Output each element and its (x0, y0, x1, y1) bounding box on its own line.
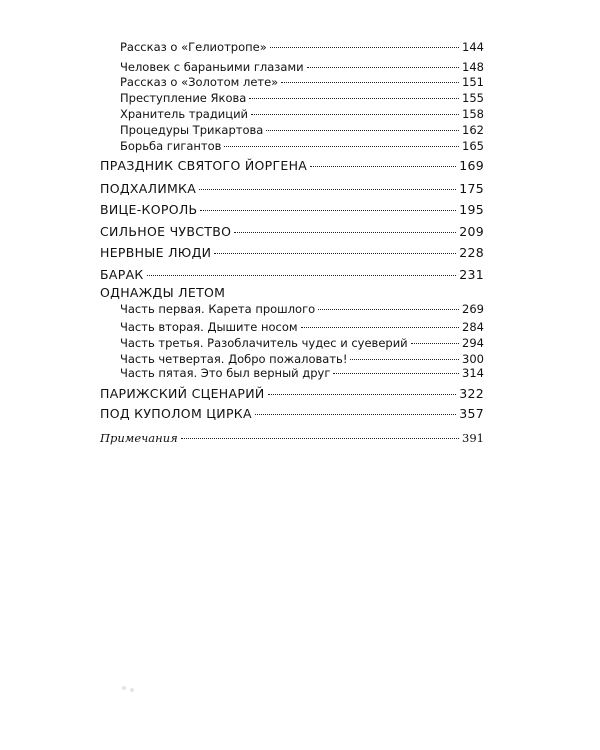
dot-leader (307, 67, 459, 68)
dot-leader (266, 130, 459, 131)
dot-leader (301, 327, 459, 328)
toc-entry[interactable] (100, 60, 484, 74)
toc-entry-page: 151 (462, 75, 484, 89)
dot-leader (214, 253, 456, 254)
toc-entry[interactable] (100, 320, 484, 334)
toc-entry[interactable] (100, 139, 484, 153)
toc-entry-page: 165 (462, 139, 484, 153)
toc-main-entry[interactable] (100, 386, 484, 401)
dot-leader (200, 210, 456, 211)
toc-entry-page: 231 (459, 267, 484, 282)
toc-entry-page: 162 (462, 123, 484, 137)
toc-entry-title: Часть вторая. Дышите носом (120, 320, 298, 334)
dot-leader (224, 146, 459, 147)
toc-entry-title: Часть первая. Карета прошлого (120, 302, 316, 316)
toc-entry-page: 294 (462, 336, 484, 350)
dot-leader (333, 373, 459, 374)
toc-heading-title: ОДНАЖДЫ ЛЕТОМ (100, 285, 226, 300)
dot-leader (181, 438, 459, 439)
scan-speck (122, 686, 126, 690)
toc-entry-page: 209 (459, 224, 484, 239)
dot-leader (281, 82, 459, 83)
toc-entry-title: Часть четвертая. Добро пожаловать! (120, 352, 348, 366)
toc-entry-page: 195 (459, 202, 484, 217)
toc-entry[interactable] (100, 123, 484, 137)
toc-entry-page: 314 (462, 366, 484, 380)
toc-entry-title: ПРАЗДНИК СВЯТОГО ЙОРГЕНА (100, 158, 308, 173)
toc-entry[interactable] (100, 40, 484, 54)
toc-entry-title: Часть пятая. Это был верный друг (120, 366, 331, 380)
dot-leader (350, 359, 459, 360)
toc-entry[interactable] (100, 352, 484, 366)
dot-leader (310, 166, 456, 167)
toc-main-entry[interactable] (100, 158, 484, 173)
dot-leader (270, 47, 459, 48)
dot-leader (249, 98, 459, 99)
toc-entry-page: 144 (462, 40, 484, 54)
toc-entry-page: 269 (462, 302, 484, 316)
toc-main-entry[interactable] (100, 267, 484, 282)
toc-entry-title: БАРАК (100, 267, 144, 282)
dot-leader (251, 114, 459, 115)
dot-leader (268, 394, 457, 395)
toc-entry-title: ПОДХАЛИМКА (100, 181, 197, 196)
toc-entry-title: ПАРИЖСКИЙ СЦЕНАРИЙ (100, 386, 265, 401)
toc-entry-page: 158 (462, 107, 484, 121)
toc-entry-page: 322 (459, 386, 484, 401)
toc-entry-page: 300 (462, 352, 484, 366)
toc-main-entry[interactable] (100, 202, 484, 217)
toc-entry-title: Хранитель традиций (120, 107, 249, 121)
toc-section-heading[interactable] (100, 285, 484, 300)
toc-entry[interactable] (100, 75, 484, 89)
dot-leader (147, 275, 457, 276)
toc-entry-page: 148 (462, 60, 484, 74)
toc-entry-page: 357 (459, 406, 484, 421)
toc-entry[interactable] (100, 107, 484, 121)
scan-speck (130, 688, 134, 692)
toc-entry-title: Борьба гигантов (120, 139, 222, 153)
dot-leader (255, 414, 456, 415)
dot-leader (199, 189, 456, 190)
toc-entry-page: 228 (459, 245, 484, 260)
dot-leader (234, 232, 456, 233)
toc-entry-title: Рассказ о «Золотом лете» (120, 75, 279, 89)
toc-entry[interactable] (100, 91, 484, 105)
dot-leader (411, 343, 459, 344)
toc-entry-title: Процедуры Трикартова (120, 123, 264, 137)
toc-entry[interactable] (100, 336, 484, 350)
toc-main-entry[interactable] (100, 406, 484, 421)
toc-entry-title: ПОД КУПОЛОМ ЦИРКА (100, 406, 252, 421)
toc-entry[interactable] (100, 366, 484, 380)
toc-main-entry[interactable] (100, 181, 484, 196)
toc-entry-title: Примечания (100, 431, 178, 445)
toc-entry-title: Часть третья. Разоблачитель чудес и суеверий (120, 336, 408, 350)
toc-entry-title: ВИЦЕ-КОРОЛЬ (100, 202, 198, 217)
toc-entry-title: Человек с бараньими глазами (120, 60, 304, 74)
toc-entry-page: 155 (462, 91, 484, 105)
toc-entry-title: НЕРВНЫЕ ЛЮДИ (100, 245, 212, 260)
toc-entry-title: Рассказ о «Гелиотропе» (120, 40, 267, 54)
toc-entry-title: СИЛЬНОЕ ЧУВСТВО (100, 224, 232, 239)
toc-entry-page: 284 (462, 320, 484, 334)
toc-entry-page: 175 (459, 181, 484, 196)
toc-entry-page: 391 (462, 431, 484, 445)
toc-entry-title: Преступление Якова (120, 91, 247, 105)
toc-main-entry[interactable] (100, 245, 484, 260)
toc-main-entry[interactable] (100, 224, 484, 239)
toc-entry-page: 169 (459, 158, 484, 173)
toc-entry[interactable] (100, 302, 484, 316)
toc-notes-entry[interactable] (100, 431, 484, 445)
dot-leader (318, 309, 459, 310)
